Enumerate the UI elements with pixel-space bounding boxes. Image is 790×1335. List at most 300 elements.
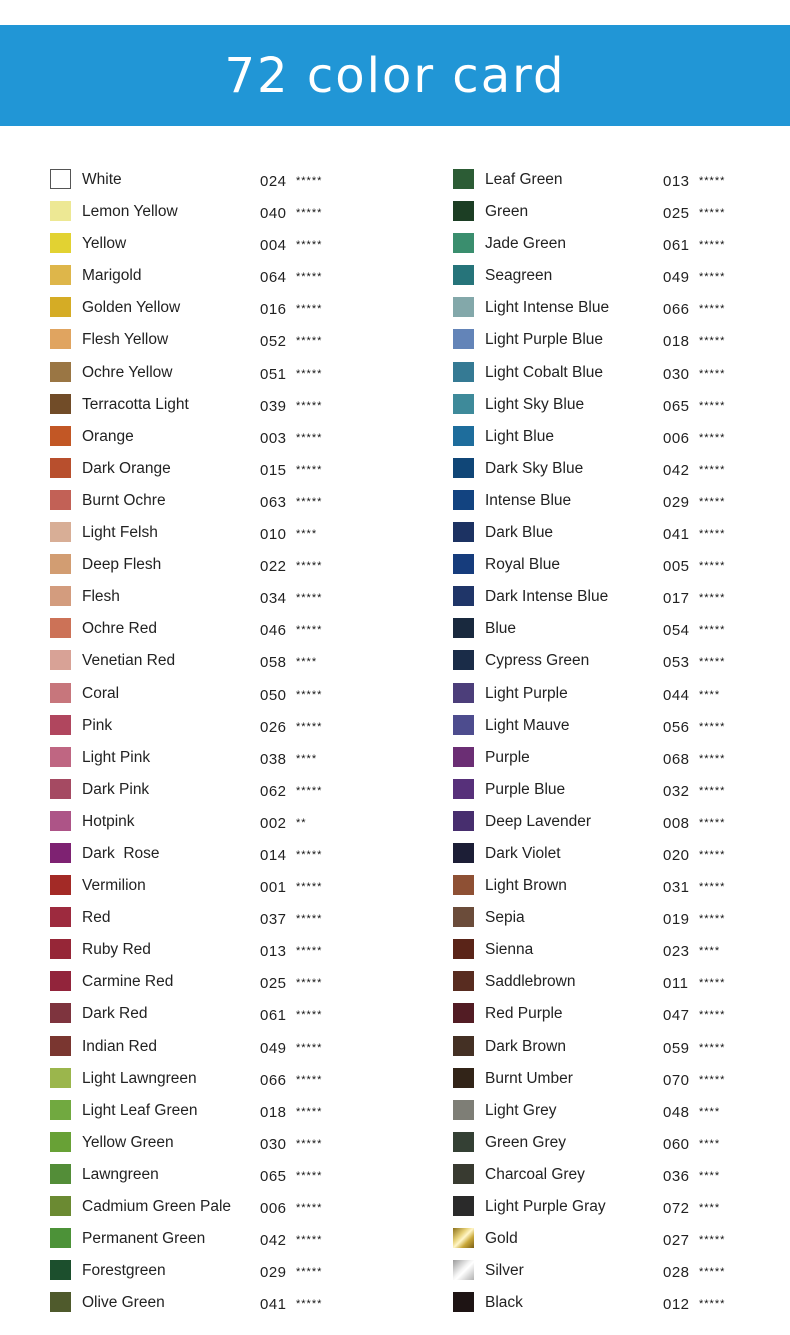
color-swatch bbox=[50, 265, 71, 285]
color-swatch bbox=[453, 233, 474, 253]
color-code: 070 bbox=[663, 1071, 690, 1089]
lightfastness-stars: ***** bbox=[296, 303, 323, 316]
color-row bbox=[453, 1192, 790, 1224]
color-row bbox=[50, 935, 420, 967]
color-name: Silver bbox=[485, 1262, 524, 1280]
color-code: 015 bbox=[260, 461, 287, 479]
lightfastness-stars: ***** bbox=[699, 399, 726, 412]
color-code: 029 bbox=[260, 1264, 287, 1282]
color-row bbox=[50, 261, 420, 293]
color-name: Venetian Red bbox=[82, 652, 176, 670]
color-name: Light Purple Gray bbox=[485, 1198, 606, 1215]
color-row bbox=[453, 839, 790, 871]
lightfastness-stars: ***** bbox=[296, 1137, 323, 1150]
color-name: Indian Red bbox=[82, 1037, 157, 1055]
color-swatch bbox=[50, 426, 71, 446]
lightfastness-stars: ***** bbox=[699, 495, 726, 508]
color-name: Green Grey bbox=[485, 1133, 566, 1151]
lightfastness-stars: **** bbox=[699, 1202, 721, 1214]
color-row bbox=[453, 293, 790, 325]
lightfastness-stars: ***** bbox=[296, 1234, 323, 1247]
color-swatch bbox=[50, 1292, 71, 1312]
color-row bbox=[50, 614, 420, 646]
color-row bbox=[453, 486, 790, 518]
color-code: 064 bbox=[260, 269, 287, 287]
color-code: 058 bbox=[260, 654, 287, 672]
color-code: 046 bbox=[260, 622, 287, 640]
lightfastness-stars: ***** bbox=[296, 1202, 323, 1214]
lightfastness-stars: **** bbox=[699, 945, 721, 958]
color-name: Dark Sky Blue bbox=[485, 459, 584, 477]
color-code: 053 bbox=[663, 654, 690, 672]
lightfastness-stars: ***** bbox=[296, 1298, 323, 1311]
color-name: Flesh Yellow bbox=[82, 331, 169, 349]
color-row bbox=[453, 807, 790, 839]
color-code: 017 bbox=[663, 590, 690, 608]
color-row bbox=[453, 1096, 790, 1128]
color-swatch bbox=[50, 1132, 71, 1152]
color-row bbox=[453, 775, 790, 807]
color-name: Light Sky Blue bbox=[485, 395, 585, 413]
lightfastness-stars: ***** bbox=[699, 592, 726, 605]
color-row bbox=[453, 614, 790, 646]
color-name: Dark Blue bbox=[485, 524, 554, 542]
lightfastness-stars: ***** bbox=[296, 1073, 323, 1086]
color-code: 031 bbox=[663, 879, 690, 897]
color-code: 016 bbox=[260, 301, 287, 319]
color-row bbox=[50, 839, 420, 871]
color-swatch bbox=[453, 362, 474, 382]
color-name: Red bbox=[82, 909, 111, 927]
color-row bbox=[50, 999, 420, 1031]
color-code: 034 bbox=[260, 590, 287, 608]
lightfastness-stars: ***** bbox=[699, 752, 726, 765]
color-swatch bbox=[50, 233, 71, 253]
lightfastness-stars: ***** bbox=[296, 1169, 323, 1182]
color-swatch bbox=[50, 1196, 71, 1216]
color-name: Ochre Yellow bbox=[82, 363, 173, 381]
color-name: Yellow bbox=[82, 235, 127, 253]
color-code: 054 bbox=[663, 622, 690, 640]
color-code: 063 bbox=[260, 493, 287, 511]
color-row bbox=[453, 1128, 790, 1160]
lightfastness-stars: ***** bbox=[699, 303, 726, 316]
color-code: 029 bbox=[663, 493, 690, 511]
color-name: Light Lawngreen bbox=[82, 1069, 197, 1087]
color-row bbox=[453, 1288, 790, 1320]
color-name: Orange bbox=[82, 427, 134, 445]
color-row bbox=[453, 1256, 790, 1288]
color-name: Seagreen bbox=[485, 267, 553, 285]
color-row bbox=[50, 422, 420, 454]
lightfastness-stars: ***** bbox=[699, 271, 726, 284]
color-swatch bbox=[50, 747, 71, 767]
color-name: Purple Blue bbox=[485, 780, 566, 798]
color-name: Marigold bbox=[82, 267, 142, 285]
color-row bbox=[453, 454, 790, 486]
title-banner bbox=[0, 25, 790, 126]
color-row bbox=[50, 1192, 420, 1224]
color-swatch bbox=[50, 1068, 71, 1088]
color-code: 027 bbox=[663, 1232, 690, 1250]
color-swatch bbox=[50, 490, 71, 510]
color-swatch bbox=[453, 843, 474, 863]
color-row bbox=[453, 679, 790, 711]
color-name: Flesh bbox=[82, 588, 120, 606]
lightfastness-stars: ***** bbox=[296, 463, 323, 476]
color-code: 013 bbox=[260, 943, 287, 961]
color-swatch bbox=[453, 715, 474, 735]
color-swatch bbox=[50, 169, 71, 189]
lightfastness-stars: ***** bbox=[699, 367, 726, 380]
color-name: Coral bbox=[82, 684, 120, 702]
color-row bbox=[50, 390, 420, 422]
color-swatch bbox=[50, 618, 71, 638]
color-name: Carmine Red bbox=[82, 973, 174, 991]
color-row bbox=[453, 1224, 790, 1256]
color-name: Golden Yellow bbox=[82, 299, 181, 317]
color-code: 006 bbox=[663, 429, 690, 447]
color-swatch bbox=[50, 394, 71, 414]
color-code: 066 bbox=[663, 301, 690, 319]
lightfastness-stars: ***** bbox=[296, 945, 323, 958]
color-swatch bbox=[453, 458, 474, 478]
color-code: 042 bbox=[663, 461, 690, 479]
lightfastness-stars: ***** bbox=[296, 977, 323, 990]
color-code: 049 bbox=[663, 269, 690, 287]
color-code: 062 bbox=[260, 782, 287, 800]
color-name: Deep Flesh bbox=[82, 556, 162, 574]
color-row bbox=[50, 550, 420, 582]
lightfastness-stars: ***** bbox=[699, 913, 726, 926]
color-swatch bbox=[50, 683, 71, 703]
color-row bbox=[453, 967, 790, 999]
lightfastness-stars: ***** bbox=[699, 175, 726, 187]
color-code: 048 bbox=[663, 1103, 690, 1121]
lightfastness-stars: ***** bbox=[699, 881, 726, 894]
color-name: Light Purple bbox=[485, 684, 568, 702]
color-swatch bbox=[50, 458, 71, 478]
color-row bbox=[50, 454, 420, 486]
color-name: Lawngreen bbox=[82, 1165, 159, 1183]
color-code: 022 bbox=[260, 558, 287, 576]
color-name: Dark Brown bbox=[485, 1037, 566, 1055]
color-name: Gold bbox=[485, 1230, 518, 1248]
lightfastness-stars: ***** bbox=[296, 624, 323, 637]
color-name: Forestgreen bbox=[82, 1262, 166, 1280]
color-row bbox=[50, 711, 420, 743]
color-name: Lemon Yellow bbox=[82, 203, 178, 221]
color-code: 061 bbox=[260, 1007, 287, 1025]
color-name: Light Leaf Green bbox=[82, 1101, 198, 1119]
lightfastness-stars: ***** bbox=[699, 1041, 726, 1054]
color-name: Royal Blue bbox=[485, 556, 560, 574]
color-code: 001 bbox=[260, 879, 287, 897]
lightfastness-stars: **** bbox=[699, 1169, 721, 1182]
color-code: 006 bbox=[260, 1200, 287, 1217]
color-swatch bbox=[453, 586, 474, 606]
color-name: Dark Pink bbox=[82, 780, 150, 798]
color-code: 018 bbox=[663, 333, 690, 351]
color-swatch bbox=[453, 618, 474, 638]
lightfastness-stars: ***** bbox=[699, 784, 726, 797]
color-row bbox=[453, 999, 790, 1031]
color-code: 060 bbox=[663, 1135, 690, 1153]
color-code: 041 bbox=[260, 1296, 287, 1314]
color-code: 050 bbox=[260, 686, 287, 704]
color-row bbox=[50, 358, 420, 390]
color-swatch bbox=[50, 297, 71, 317]
color-code: 065 bbox=[663, 397, 690, 415]
lightfastness-stars: ***** bbox=[296, 335, 323, 348]
color-row bbox=[50, 325, 420, 357]
lightfastness-stars: ***** bbox=[699, 624, 726, 637]
color-code: 049 bbox=[260, 1039, 287, 1057]
color-code: 061 bbox=[663, 237, 690, 255]
color-swatch bbox=[453, 1003, 474, 1023]
color-row bbox=[453, 903, 790, 935]
color-swatch bbox=[453, 329, 474, 349]
color-row bbox=[50, 646, 420, 678]
color-code: 044 bbox=[663, 686, 690, 704]
color-row bbox=[453, 390, 790, 422]
lightfastness-stars: ***** bbox=[296, 1266, 323, 1279]
lightfastness-stars: ***** bbox=[296, 399, 323, 412]
color-code: 066 bbox=[260, 1071, 287, 1089]
color-name: Light Intense Blue bbox=[485, 299, 610, 317]
color-name: Burnt Ochre bbox=[82, 491, 166, 509]
color-swatch bbox=[50, 779, 71, 799]
color-code: 051 bbox=[260, 365, 287, 383]
color-swatch bbox=[453, 811, 474, 831]
color-row bbox=[50, 679, 420, 711]
color-code: 040 bbox=[260, 205, 287, 223]
color-name: Light Purple Blue bbox=[485, 331, 604, 349]
color-swatch bbox=[50, 875, 71, 895]
lightfastness-stars: ***** bbox=[296, 881, 323, 894]
color-name: Purple bbox=[485, 748, 530, 766]
color-row bbox=[50, 1256, 420, 1288]
color-name: Permanent Green bbox=[82, 1230, 206, 1248]
color-code: 032 bbox=[663, 782, 690, 800]
color-code: 023 bbox=[663, 943, 690, 961]
color-swatch bbox=[453, 939, 474, 959]
lightfastness-stars: ***** bbox=[699, 431, 726, 444]
color-row bbox=[50, 293, 420, 325]
color-swatch bbox=[453, 426, 474, 446]
color-row bbox=[453, 550, 790, 582]
color-code: 028 bbox=[663, 1264, 690, 1282]
lightfastness-stars: ***** bbox=[296, 495, 323, 508]
color-swatch bbox=[50, 715, 71, 735]
color-name: Light Cobalt Blue bbox=[485, 363, 604, 381]
color-name: Ochre Red bbox=[82, 620, 157, 638]
color-code: 008 bbox=[663, 814, 690, 832]
color-row bbox=[453, 1160, 790, 1192]
color-swatch bbox=[453, 1196, 474, 1216]
color-name: Terracotta Light bbox=[82, 395, 189, 413]
color-swatch bbox=[453, 650, 474, 670]
color-swatch bbox=[453, 971, 474, 991]
color-swatch bbox=[453, 875, 474, 895]
color-row bbox=[50, 1032, 420, 1064]
color-name: Pink bbox=[82, 716, 113, 734]
lightfastness-stars: ***** bbox=[699, 239, 726, 252]
color-row bbox=[453, 165, 790, 197]
color-code: 013 bbox=[663, 173, 690, 190]
color-name: White bbox=[82, 171, 122, 188]
color-swatch bbox=[50, 329, 71, 349]
color-name: Light Felsh bbox=[82, 524, 158, 542]
lightfastness-stars: **** bbox=[296, 752, 318, 765]
color-swatch bbox=[453, 1068, 474, 1088]
lightfastness-stars: ***** bbox=[699, 977, 726, 990]
color-name: Olive Green bbox=[82, 1294, 165, 1312]
color-code: 056 bbox=[663, 718, 690, 736]
color-swatch bbox=[50, 554, 71, 574]
color-name: Light Brown bbox=[485, 877, 567, 895]
color-swatch bbox=[453, 747, 474, 767]
lightfastness-stars: ***** bbox=[699, 1266, 726, 1279]
color-list-right bbox=[453, 165, 790, 1320]
lightfastness-stars: ***** bbox=[296, 720, 323, 733]
lightfastness-stars: ***** bbox=[296, 560, 323, 573]
color-swatch bbox=[50, 1003, 71, 1023]
color-swatch bbox=[453, 1228, 474, 1248]
color-name: Dark Intense Blue bbox=[485, 588, 609, 606]
lightfastness-stars: ***** bbox=[699, 207, 726, 220]
color-code: 047 bbox=[663, 1007, 690, 1025]
color-name: Red Purple bbox=[485, 1005, 563, 1023]
color-code: 012 bbox=[663, 1296, 690, 1314]
color-code: 065 bbox=[260, 1167, 287, 1185]
color-swatch bbox=[50, 1100, 71, 1120]
lightfastness-stars: ***** bbox=[296, 784, 323, 797]
color-name: Light Grey bbox=[485, 1101, 557, 1119]
color-code: 041 bbox=[663, 526, 690, 544]
color-code: 025 bbox=[260, 975, 287, 993]
color-row bbox=[50, 518, 420, 550]
color-swatch bbox=[453, 907, 474, 927]
color-name: Cadmium Green Pale bbox=[82, 1198, 232, 1215]
lightfastness-stars: ***** bbox=[296, 271, 323, 284]
color-row bbox=[50, 1064, 420, 1096]
color-row bbox=[50, 582, 420, 614]
color-name: Vermilion bbox=[82, 877, 146, 895]
color-code: 005 bbox=[663, 558, 690, 576]
color-swatch bbox=[50, 939, 71, 959]
color-code: 004 bbox=[260, 237, 287, 255]
lightfastness-stars: ***** bbox=[296, 367, 323, 380]
color-row bbox=[50, 903, 420, 935]
lightfastness-stars: **** bbox=[699, 688, 721, 701]
color-row bbox=[453, 229, 790, 261]
color-swatch bbox=[50, 1164, 71, 1184]
color-row bbox=[453, 358, 790, 390]
color-name: Dark Violet bbox=[485, 844, 561, 862]
color-code: 003 bbox=[260, 429, 287, 447]
color-row bbox=[50, 486, 420, 518]
color-name: Green bbox=[485, 203, 529, 221]
color-swatch bbox=[453, 1164, 474, 1184]
color-row bbox=[453, 261, 790, 293]
color-swatch bbox=[50, 843, 71, 863]
color-code: 014 bbox=[260, 846, 287, 864]
lightfastness-stars: ***** bbox=[296, 1009, 323, 1022]
color-row bbox=[453, 422, 790, 454]
color-swatch bbox=[453, 394, 474, 414]
color-code: 025 bbox=[663, 205, 690, 223]
color-swatch bbox=[453, 201, 474, 221]
color-swatch bbox=[453, 554, 474, 574]
color-code: 052 bbox=[260, 333, 287, 351]
color-row bbox=[50, 1160, 420, 1192]
lightfastness-stars: ***** bbox=[296, 175, 323, 187]
color-code: 030 bbox=[663, 365, 690, 383]
color-row bbox=[50, 807, 420, 839]
color-row bbox=[50, 775, 420, 807]
color-name: Yellow Green bbox=[82, 1133, 174, 1151]
color-swatch bbox=[50, 362, 71, 382]
color-row bbox=[453, 871, 790, 903]
color-row bbox=[50, 743, 420, 775]
color-name: Hotpink bbox=[82, 812, 135, 830]
lightfastness-stars: **** bbox=[296, 528, 318, 541]
lightfastness-stars: ***** bbox=[699, 1009, 726, 1022]
color-name: Jade Green bbox=[485, 235, 566, 253]
color-name: Saddlebrown bbox=[485, 973, 576, 991]
page-title: 72 color card bbox=[224, 47, 566, 104]
color-row bbox=[50, 197, 420, 229]
color-swatch bbox=[453, 683, 474, 703]
color-row bbox=[453, 1032, 790, 1064]
lightfastness-stars: ***** bbox=[699, 528, 726, 541]
color-swatch bbox=[50, 1228, 71, 1248]
color-row bbox=[50, 871, 420, 903]
color-row bbox=[50, 1096, 420, 1128]
color-swatch bbox=[453, 1132, 474, 1152]
color-row bbox=[453, 1064, 790, 1096]
color-code: 038 bbox=[260, 750, 287, 768]
color-name: Ruby Red bbox=[82, 941, 151, 959]
color-row bbox=[50, 967, 420, 999]
color-swatch bbox=[50, 586, 71, 606]
color-row bbox=[453, 582, 790, 614]
color-row bbox=[453, 646, 790, 678]
color-code: 019 bbox=[663, 911, 690, 929]
color-name: Deep Lavender bbox=[485, 812, 591, 830]
color-row bbox=[453, 743, 790, 775]
color-name: Light Blue bbox=[485, 427, 554, 445]
lightfastness-stars: ***** bbox=[699, 1073, 726, 1086]
color-name: Black bbox=[485, 1294, 523, 1312]
color-name: Cypress Green bbox=[485, 652, 590, 670]
color-code: 030 bbox=[260, 1135, 287, 1153]
color-code: 020 bbox=[663, 846, 690, 864]
color-row bbox=[50, 1128, 420, 1160]
lightfastness-stars: ***** bbox=[296, 1105, 323, 1118]
lightfastness-stars: ***** bbox=[699, 848, 726, 861]
color-name: Charcoal Grey bbox=[485, 1165, 585, 1183]
color-row bbox=[453, 711, 790, 743]
color-swatch bbox=[453, 169, 474, 189]
color-swatch bbox=[453, 1100, 474, 1120]
lightfastness-stars: ***** bbox=[296, 688, 323, 701]
color-swatch bbox=[50, 811, 71, 831]
lightfastness-stars: **** bbox=[699, 1137, 721, 1150]
color-code: 036 bbox=[663, 1167, 690, 1185]
color-name: Light Mauve bbox=[485, 716, 570, 734]
